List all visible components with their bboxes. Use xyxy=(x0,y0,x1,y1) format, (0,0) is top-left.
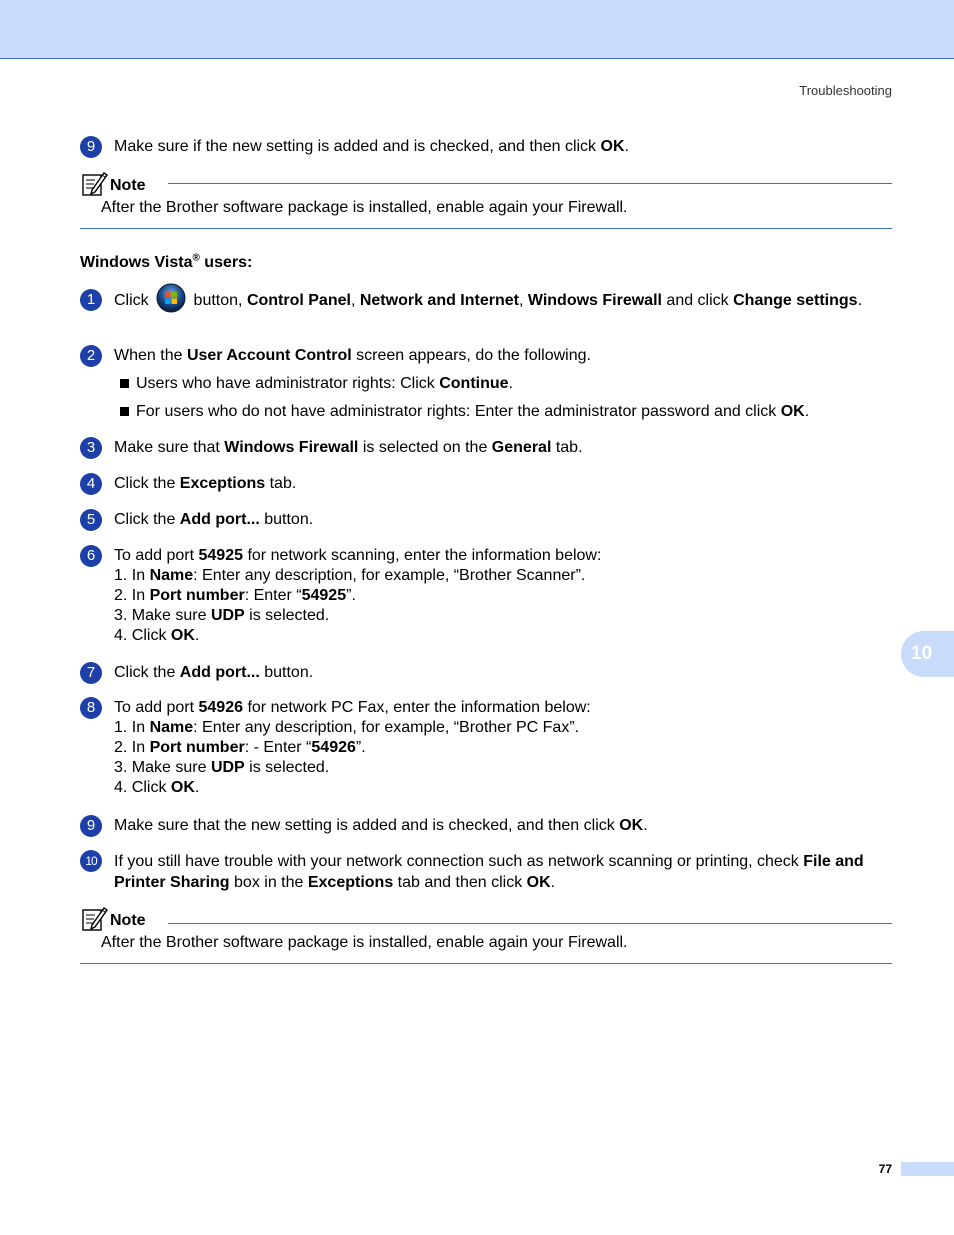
note-bottom-rule xyxy=(80,963,892,964)
step-text: Click the Add port... button. xyxy=(114,664,314,681)
step-text: Make sure that Windows Firewall is selected on the General tab. xyxy=(114,439,583,456)
step-text: When the User Account Control screen appears, do the following. xyxy=(114,347,591,364)
step-text: Click button, Control Panel, Network and Internet, Windows Firewall and click Change settings. xyxy=(114,289,892,313)
step-text: If you still have trouble with your network connection such as network scanning or printing, check File and Printer Sharing box in the Exceptions tab and then click OK. xyxy=(114,853,864,891)
windows-vista-heading: Windows Vista® users: xyxy=(80,252,253,271)
list-item: 4. Click OK. xyxy=(114,779,200,796)
step-text: Click the Add port... button. xyxy=(114,511,314,528)
list-item: 2. In Port number: Enter “54925”. xyxy=(114,587,356,604)
note-text: After the Brother software package is installed, enable again your Firewall. xyxy=(101,934,628,951)
note-label: Note xyxy=(110,177,146,194)
top-header-band xyxy=(0,0,954,59)
section-header-label: Troubleshooting xyxy=(799,83,892,98)
step-number-badge: 10 xyxy=(80,850,102,872)
note-header xyxy=(80,174,892,198)
step-number-badge: 9 xyxy=(80,815,102,837)
step-text: Make sure if the new setting is added and is checked, and then click OK. xyxy=(114,138,629,155)
note-text: After the Brother software package is installed, enable again your Firewall. xyxy=(101,199,628,216)
step-text: To add port 54926 for network PC Fax, enter the information below: 1. In Name: Enter any description, for example, “Brother PC Fax”. 2. In Port number: - Enter “54926”. 3. Make sure UDP is selected. 4. Click OK. xyxy=(114,698,892,798)
square-bullet-icon xyxy=(120,407,129,416)
note-divider xyxy=(168,923,892,924)
list-item: 1. In Name: Enter any description, for example, “Brother PC Fax”. xyxy=(114,719,580,736)
list-item: 3. Make sure UDP is selected. xyxy=(114,759,330,776)
step-text: To add port 54925 for network scanning, enter the information below: 1. In Name: Enter any description, for example, “Brother Scanner”. 2. In Port number: Enter “54925”. 3. Make sure UDP is selected. 4. Click OK. xyxy=(114,546,892,646)
note-pencil-icon xyxy=(80,905,108,933)
step-number-badge: 9 xyxy=(80,136,102,158)
square-bullet-icon xyxy=(120,379,129,388)
step-number-badge: 2 xyxy=(80,345,102,367)
note-bottom-rule xyxy=(80,228,892,229)
page-number-bar xyxy=(901,1162,954,1176)
step-number-badge: 5 xyxy=(80,509,102,531)
list-item: 4. Click OK. xyxy=(114,627,200,644)
note-pencil-icon xyxy=(80,170,108,198)
windows-start-button-icon xyxy=(156,283,186,313)
step-text: Click the Exceptions tab. xyxy=(114,475,297,492)
note-label: Note xyxy=(110,912,146,929)
step-number-badge: 1 xyxy=(80,289,102,311)
step-number-badge: 6 xyxy=(80,545,102,567)
bullet-non-admin: For users who do not have administrator rights: Enter the administrator password and click OK. xyxy=(120,402,890,422)
note-divider xyxy=(168,183,892,184)
list-item: 1. In Name: Enter any description, for example, “Brother Scanner”. xyxy=(114,567,586,584)
step-number-badge: 4 xyxy=(80,473,102,495)
list-item: 2. In Port number: - Enter “54926”. xyxy=(114,739,366,756)
note-header xyxy=(80,909,892,933)
chapter-tab: 10 xyxy=(901,631,954,677)
step-number-badge: 7 xyxy=(80,662,102,684)
list-item: 3. Make sure UDP is selected. xyxy=(114,607,330,624)
page-number: 77 xyxy=(878,1162,892,1176)
step-number-badge: 3 xyxy=(80,437,102,459)
step-text: Make sure that the new setting is added and is checked, and then click OK. xyxy=(114,817,648,834)
bullet-admin: Users who have administrator rights: Click Continue. xyxy=(120,374,890,394)
step-number-badge: 8 xyxy=(80,697,102,719)
